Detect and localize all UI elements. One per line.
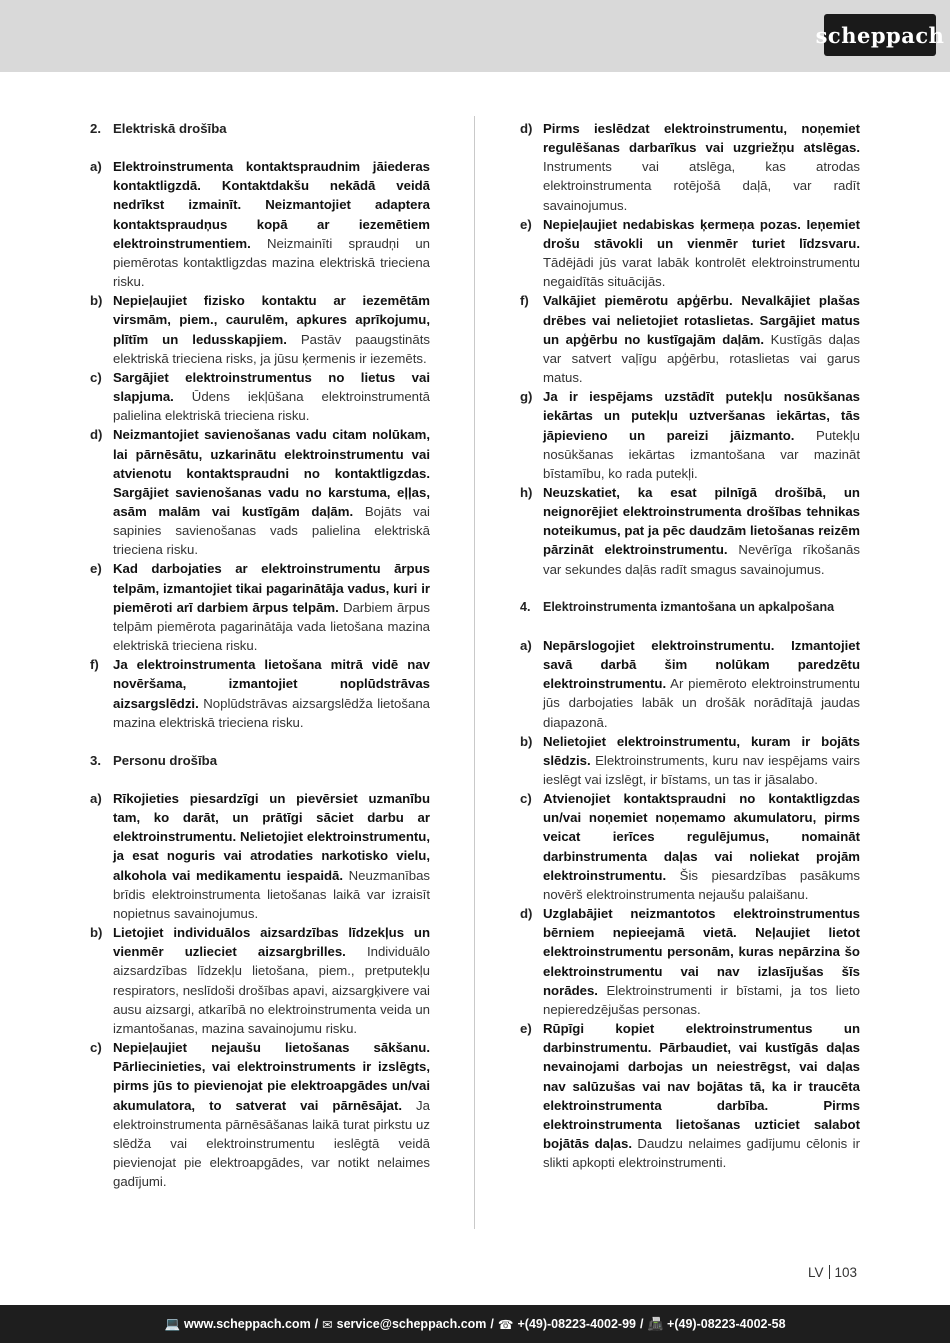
item-letter: e): [520, 1021, 532, 1037]
item-body: [113, 425, 430, 559]
section-title: Elektroinstrumenta izmantošana un apkalpošana: [543, 599, 835, 614]
language-code: LV: [808, 1265, 824, 1280]
section-number: 3.: [90, 752, 101, 768]
item-text: Elektroinstruments, kuru nav iespējams vairs ieslēgt vai izslēgt, ir bīstams, un tas ir jāsalabo.: [543, 752, 860, 787]
header-band: [0, 0, 950, 72]
list-item: [90, 1038, 430, 1191]
section-heading: [90, 119, 430, 138]
item-body: [113, 789, 430, 923]
item-bold-text: Rūpīgi kopiet elektroinstrumentus un darbinstrumentu. Pārbaudiet, vai kustīgās daļas nevainojami darbojas un neiestrēgst, vai daļas nav salūzušas vai nav bojātas tā, ka ir traucēta elektroinstrumenta darbība. Pirms elektroinstrumenta lietošanas uzticiet salabot bojātās daļas.: [543, 1021, 860, 1151]
phone-icon: ☎: [497, 1317, 514, 1332]
item-letter: c): [90, 1040, 102, 1056]
item-text: Kustīgās daļas var satvert vaļīgu apģērbu, rotaslietas vai garus matus.: [543, 331, 860, 386]
item-bold-text: Uzglabājiet neizmantotos elektroinstrumentus bērniem nepieejamā vietā. Neļaujiet lietot elektroinstrumentu personām, kuras nepārzina šo elektroinstrumentu vai nav izlasījušas šīs norādes.: [543, 906, 860, 998]
list-item: [90, 157, 430, 291]
brand-logo: scheppach: [824, 14, 936, 56]
list-item: [90, 291, 430, 368]
list-item: [520, 119, 860, 215]
item-text: Individuālo aizsardzības līdzekļu lietošana, piem., pretputekļu respirators, neslīdoši drošības apavi, aizsargķivere vai ausu aizsargi, atkarībā no elektroinstrumenta veida un izmantošanas, mazina savainojumu risku.: [113, 944, 431, 1036]
list-item: [90, 655, 430, 732]
section-number: 4.: [520, 599, 531, 614]
item-letter: d): [520, 121, 533, 136]
section-title: Elektriskā drošība: [113, 121, 227, 136]
item-bold-text: Nepārslogojiet elektroinstrumentu. Izmantojiet savā darbā šim nolūkam paredzētu elektroinstrumentu.: [543, 637, 860, 692]
item-body: [543, 483, 860, 579]
mail-icon: ✉: [322, 1317, 333, 1332]
list-item: [90, 425, 430, 559]
section-heading: [520, 598, 860, 617]
item-text: Tādējādi jūs varat labāk kontrolēt elektroinstrumentu negaidītās situācijās.: [543, 255, 860, 290]
list-item: [520, 215, 860, 292]
footer-separator: /: [314, 1317, 319, 1331]
section-title: Personu drošība: [113, 752, 218, 768]
item-text: Neizmainīti spraudņi un piemērotas kontaktligzdas mazina elektriskā trieciena risku.: [113, 235, 430, 290]
item-letter: b): [90, 925, 103, 941]
right-column: [520, 119, 860, 1172]
item-body: [113, 559, 430, 655]
item-body: [113, 291, 430, 368]
item-bold-text: Valkājiet piemērotu apģērbu. Nevalkājiet plašas drēbes vai nelietojiet rotaslietas. Sargājiet matus un apģērbu no kustīgajām daļām.: [543, 293, 860, 347]
item-bold-text: Pirms ieslēdzat elektroinstrumentu, noņemiet regulēšanas darbarīkus vai uzgriežņu atslēgas.: [543, 121, 860, 156]
item-letter: c): [90, 369, 102, 385]
item-letter: f): [520, 293, 529, 309]
item-body: [543, 1019, 860, 1172]
page-num: 103: [834, 1265, 858, 1280]
item-text: Neuzmanības brīdis elektroinstrumenta lietošanas laikā var izraisīt nopietnus savainojumus.: [113, 867, 430, 921]
list-item: [520, 636, 860, 732]
section-heading: [90, 751, 430, 770]
item-body: [543, 904, 860, 1019]
column-divider: [474, 116, 475, 1229]
item-text: Putekļu nosūkšanas iekārtas izmantošana var mazināt bīstamību, ko rada putekļi.: [543, 427, 861, 481]
footer-separator: /: [639, 1317, 644, 1331]
section-number: 2.: [90, 121, 101, 136]
page-number: [808, 1265, 857, 1280]
item-bold-text: Neuzskatiet, ka esat pilnīgā drošībā, un neignorējiet elektroinstrumenta drošības tehnikas noteikumus, pat ja pēc daudzām lietošanas reizēm pārzināt elektroinstrumentu.: [543, 484, 860, 558]
item-letter: g): [520, 389, 533, 405]
item-text: Daudzu nelaimes gadījumu cēlonis ir slikti apkopti elektroinstrumenti.: [543, 1135, 860, 1171]
item-letter: a): [90, 159, 102, 175]
item-text: Elektroinstrumenti ir bīstami, ja tos lieto nepieredzējušas personas.: [543, 982, 860, 1017]
item-letter: b): [90, 293, 103, 309]
item-body: [543, 119, 860, 215]
list-item: [520, 483, 860, 579]
item-letter: a): [520, 637, 532, 653]
item-text: Bojāts vai sapinies savienošanas vads palielina elektriskā trieciena risku.: [113, 503, 430, 558]
item-body: [113, 655, 430, 732]
item-text: Nevērīga rīkošanās var sekundes daļās radīt smagus savainojumus.: [543, 542, 860, 577]
item-text: Instruments vai atslēga, kas atrodas elektroinstrumenta rotējošā daļā, var radīt savainojumus.: [543, 159, 860, 213]
item-bold-text: Ja elektroinstrumenta lietošana mitrā vidē nav novēršama, izmantojiet noplūdstrāvas aizsargslēdzi.: [113, 657, 430, 711]
item-body: [543, 789, 860, 904]
item-bold-text: Ja ir iespējams uzstādīt putekļu nosūkšanas iekārtas un putekļu uztveršanas iekārtas, tās jāpievieno un pareizi jāizmanto.: [543, 389, 860, 443]
list-item: [520, 387, 860, 483]
page-separator: [829, 1265, 830, 1279]
list-item: [520, 789, 860, 904]
item-letter: e): [90, 561, 102, 577]
list-item: [90, 559, 430, 655]
item-letter: c): [520, 791, 532, 807]
item-bold-text: Rīkojieties piesardzīgi un pievērsiet uzmanību tam, ko darāt, un prātīgi sāciet darbu ar elektroinstrumentu. Nelietojiet elektroinstrumentu, ja esat noguris vai atrodaties narkotisko vielu, alkohola vai medikamentu iespaidā.: [113, 791, 430, 883]
item-letter: h): [520, 484, 533, 500]
item-body: [113, 923, 430, 1038]
list-item: [90, 789, 430, 923]
item-text: Ūdens iekļūšana elektroinstrumentā palielina elektriskā trieciena risku.: [113, 389, 430, 424]
item-letter: b): [520, 733, 533, 749]
item-bold-text: Nepieļaujiet nedabiskas ķermeņa pozas. Ieņemiet drošu stāvokli un vienmēr turiet līdzsvaru.: [543, 216, 860, 251]
item-letter: d): [90, 427, 103, 443]
fax-number: +(49)-08223-4002-58: [667, 1317, 786, 1331]
item-body: [113, 368, 430, 425]
website-link[interactable]: www.scheppach.com: [184, 1317, 311, 1331]
list-item: [520, 732, 860, 789]
list-item: [520, 1019, 860, 1172]
item-letter: d): [520, 906, 533, 922]
item-text: Šis piesardzības pasākums novērš elektroinstrumenta nejaušu palaišanu.: [543, 867, 860, 902]
phone-number: +(49)-08223-4002-99: [517, 1317, 636, 1331]
item-letter: a): [90, 791, 102, 806]
list-item: [90, 368, 430, 425]
item-bold-text: Elektroinstrumenta kontaktspraudnim jāiederas kontaktligzdā. Kontaktdakšu nekādā veidā nedrīkst izmainīt. Neizmantojiet adaptera kontaktspraudņus kopā ar iezemētiem elektroinstrumentiem.: [113, 159, 430, 251]
item-bold-text: Nelietojiet elektroinstrumentu, kuram ir bojāts slēdzis.: [543, 733, 860, 768]
item-bold-text: Nepieļaujiet fizisko kontaktu ar iezemētām virsmām, piem., caurulēm, apkures aprīkojumu, plītīm un ledusskapjiem.: [113, 293, 430, 347]
email-link[interactable]: service@scheppach.com: [336, 1317, 487, 1331]
item-bold-text: Lietojiet individuālos aizsardzības līdzekļus un vienmēr uzlieciet aizsargbrilles.: [113, 925, 430, 960]
item-body: [113, 157, 430, 291]
item-body: [543, 636, 860, 732]
fax-icon: 📠: [647, 1316, 664, 1331]
left-column: [90, 119, 430, 1191]
contact-footer: [0, 1305, 950, 1343]
item-body: [543, 732, 860, 789]
item-body: [113, 1038, 430, 1191]
item-bold-text: Sargājiet elektroinstrumentus no lietus vai slapjuma.: [113, 369, 430, 405]
item-letter: f): [90, 657, 99, 673]
item-text: Darbiem ārpus telpām piemērota pagarinātāja vada lietošana mazina elektriskā trieciena risku.: [113, 599, 430, 654]
item-body: [543, 215, 860, 292]
item-body: [543, 387, 860, 483]
computer-icon: 💻: [164, 1316, 181, 1331]
list-item: [90, 923, 430, 1038]
list-item: [520, 904, 860, 1019]
item-bold-text: Neizmantojiet savienošanas vadu citam nolūkam, lai pārnēsātu, uzkarinātu elektroinstrumentu vai atvienotu kontaktspraudni no kontaktligzdas. Sargājiet savienošanas vadu no karstuma, eļļas, asām malām vai kustīgām daļām.: [113, 427, 430, 519]
item-text: Noplūdstrāvas aizsargslēdža lietošana mazina elektriskā trieciena risku.: [113, 695, 430, 730]
item-bold-text: Atvienojiet kontaktspraudni no kontaktligzdas un/vai noņemiet noņemamo akumulatoru, pirms veicat ierīces regulējumus, nomaināt darbinstrumenta daļas vai noliekat projām elektroinstrumentu.: [543, 791, 860, 883]
item-body: [543, 291, 860, 387]
item-text: Ar piemēroto elektroinstrumentu jūs darbojaties labāk un drošāk norādītajā jaudas diapazonā.: [543, 676, 860, 730]
list-item: [520, 291, 860, 387]
item-text: Ja elektroinstrumenta pārnēsāšanas laikā turat pirkstu uz slēdža vai elektroinstrumentu ieslēgtā veidā pievienojat pie elektroapgādes, var notikt nelaimes gadījumi.: [113, 1097, 430, 1190]
item-bold-text: Nepieļaujiet nejaušu lietošanas sākšanu. Pārliecinieties, vai elektroinstruments ir izslēgts, pirms jūs to pievienojat pie elektroapgādes un/vai akumulatora, to satverat vai pārnēsājat.: [113, 1040, 430, 1113]
item-bold-text: Kad darbojaties ar elektroinstrumentu ārpus telpām, izmantojiet tikai pagarinātāja vadus, kuri ir piemēroti arī darbiem ārpus telpām.: [113, 561, 430, 615]
item-letter: e): [520, 216, 532, 232]
footer-separator: /: [490, 1317, 494, 1331]
item-text: Pastāv paaugstināts elektriskā trieciena risks, ja jūsu ķermenis ir iezemēts.: [113, 331, 430, 366]
